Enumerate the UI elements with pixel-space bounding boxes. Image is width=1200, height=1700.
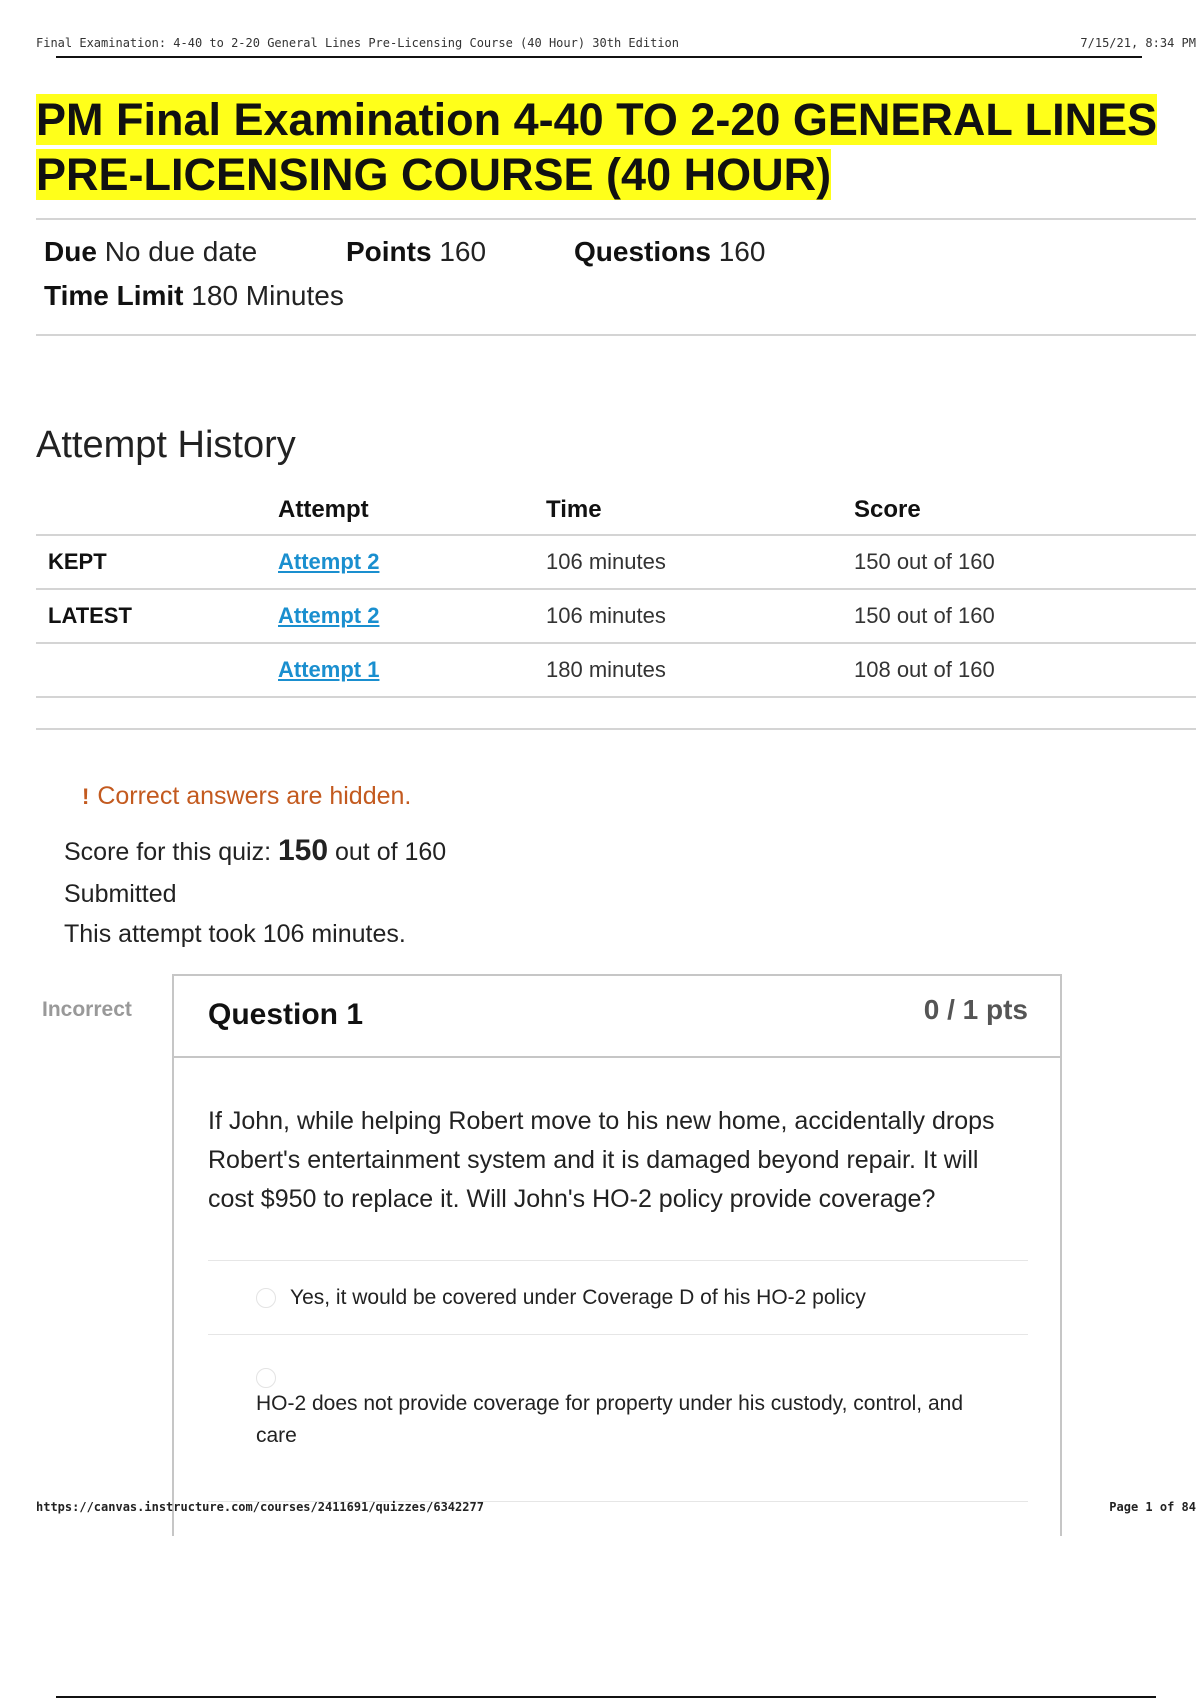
table-row [36, 643, 1196, 697]
attempt-history-header-row [36, 486, 1196, 535]
question-header [174, 976, 1060, 1058]
question-card [172, 974, 1062, 1536]
attempt-duration: This attempt took 106 minutes. [64, 920, 406, 948]
quiz-questions-label: Questions [574, 236, 711, 267]
answer-option[interactable]: HO-2 does not provide coverage for property under his custody, control, and care [256, 1392, 963, 1447]
question-points: 0 / 1 pts [923, 994, 1028, 1025]
attempt-time: 106 minutes [546, 589, 854, 643]
quiz-score-suffix: out of 160 [335, 838, 447, 866]
attempt-time: 180 minutes [546, 643, 854, 697]
attempt-status [36, 643, 278, 697]
quiz-title [36, 92, 1200, 202]
quiz-score [64, 834, 446, 868]
quiz-time-limit-label: Time Limit [44, 280, 184, 311]
column-header-time: Time [546, 486, 854, 535]
quiz-points-value: 160 [439, 236, 487, 267]
print-footer [36, 1500, 1196, 1522]
quiz-time-limit [44, 280, 344, 312]
attempt-score: 150 out of 160 [854, 589, 1196, 643]
quiz-points-label: Points [346, 236, 432, 267]
attempt-status: LATEST [36, 589, 278, 643]
print-header-divider [56, 56, 1142, 58]
attempt-history-heading: Attempt History [36, 424, 296, 466]
question-title: Question 1 [208, 998, 364, 1031]
table-row [36, 535, 1196, 589]
attempt-link[interactable]: Attempt 2 [278, 549, 380, 574]
answer-radio[interactable] [256, 1368, 276, 1388]
answer-divider [208, 1334, 1028, 1335]
print-header-datetime: 7/15/21, 8:34 PM [1080, 36, 1196, 50]
quiz-points [346, 236, 486, 268]
question-status-badge: Incorrect [42, 998, 132, 1021]
divider [36, 218, 1196, 220]
attempt-link[interactable]: Attempt 1 [278, 657, 380, 682]
attempt-status: KEPT [36, 535, 278, 589]
column-header-attempt: Attempt [278, 486, 546, 535]
print-footer-page: Page 1 of 84 [1109, 1500, 1196, 1514]
attempt-link[interactable]: Attempt 2 [278, 603, 380, 628]
quiz-questions-value: 160 [718, 236, 766, 267]
quiz-due-value: No due date [104, 236, 258, 267]
submitted-status: Submitted [64, 880, 177, 908]
attempt-score: 108 out of 160 [854, 643, 1196, 697]
print-header-title: Final Examination: 4-40 to 2-20 General Lines Pre-Licensing Course (40 Hour) 30th Edition [36, 36, 679, 50]
quiz-due [44, 236, 257, 268]
quiz-score-label: Score for this quiz: [64, 838, 272, 866]
print-footer-url: https://canvas.instructure.com/courses/2411691/quizzes/6342277 [36, 1500, 484, 1514]
page-bottom-divider [56, 1696, 1156, 1698]
answer-option[interactable]: Yes, it would be covered under Coverage D of his HO-2 policy [290, 1286, 866, 1309]
alert-text: Correct answers are hidden. [97, 782, 412, 810]
print-header [36, 36, 1196, 58]
answer-radio[interactable] [256, 1288, 276, 1308]
quiz-time-limit-value: 180 Minutes [191, 280, 344, 311]
column-header-status [36, 486, 278, 535]
attempt-time: 106 minutes [546, 535, 854, 589]
quiz-score-value: 150 [277, 834, 329, 867]
attempt-score: 150 out of 160 [854, 535, 1196, 589]
column-header-score: Score [854, 486, 1196, 535]
question-text: If John, while helping Robert move to his new home, accidentally drops Robert's entertainment system and it is damaged beyond repair. It will cost $950 to replace it. Will John's HO-2 policy provide coverage? [208, 1107, 995, 1213]
correct-answers-hidden-alert [82, 782, 411, 811]
quiz-title-text: PM Final Examination 4-40 TO 2-20 GENERAL LINES PRE-LICENSING COURSE (40 HOUR) [36, 94, 1158, 200]
answer-divider [208, 1260, 1028, 1261]
divider [36, 728, 1196, 730]
warning-icon: ! [82, 784, 90, 809]
divider [36, 334, 1196, 336]
quiz-due-label: Due [44, 236, 97, 267]
quiz-questions [574, 236, 765, 268]
table-row [36, 589, 1196, 643]
attempt-history-table [36, 486, 1196, 698]
